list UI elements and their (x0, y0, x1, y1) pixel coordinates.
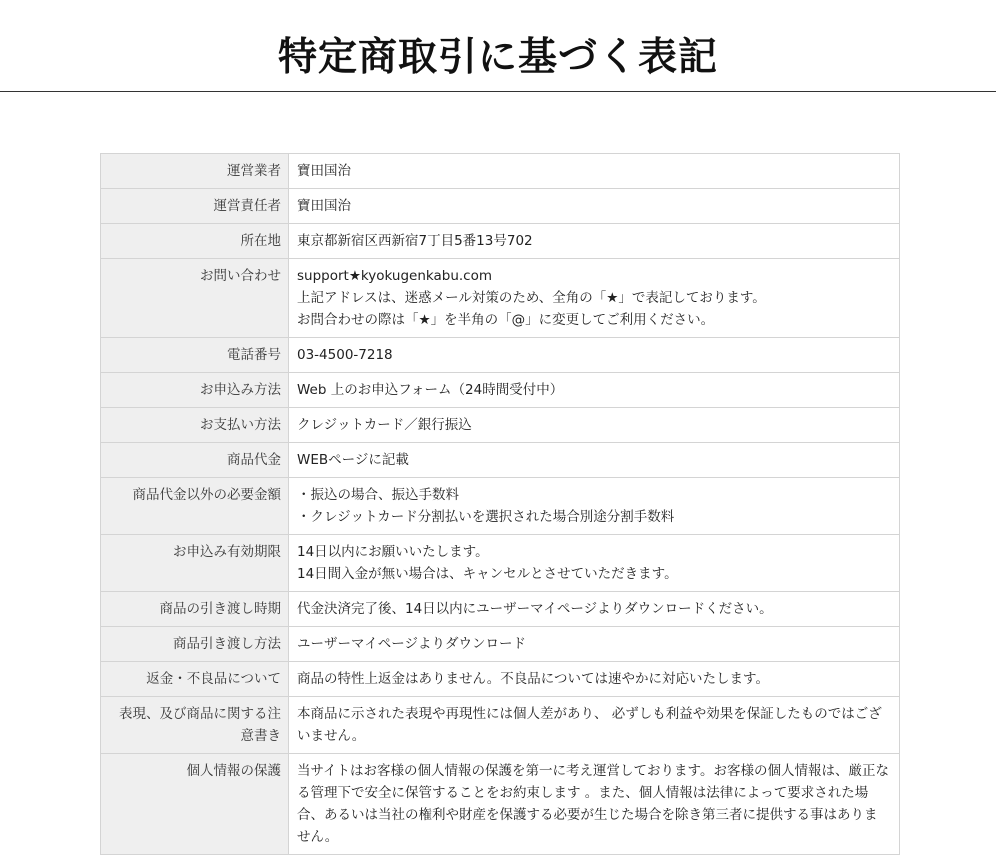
table-row (101, 408, 900, 443)
table-row (101, 478, 900, 535)
row-label: お支払い方法 (101, 408, 289, 443)
row-value-line: 当サイトはお客様の個人情報の保護を第一に考え運営しております。お客様の個人情報は、厳正なる管理下で安全に保管することをお約束します 。また、個人情報は法律によって要求された場合、あるいは当社の権利や財産を保護する必要が生じた場合を除き第三者に提供する事はありません。 (297, 763, 889, 845)
row-label: 返金・不良品について (101, 662, 289, 697)
row-label: 商品引き渡し方法 (101, 627, 289, 662)
table-row (101, 259, 900, 338)
row-label: 商品代金以外の必要金額 (101, 478, 289, 535)
table-row (101, 373, 900, 408)
table-row (101, 154, 900, 189)
row-label: 商品の引き渡し時期 (101, 592, 289, 627)
table-row (101, 443, 900, 478)
row-value-line: 14日間入金が無い場合は、キャンセルとさせていただきます。 (297, 566, 678, 582)
row-value (289, 443, 900, 478)
row-label: 表現、及び商品に関する注意書き (101, 697, 289, 754)
legal-info-table (100, 153, 900, 855)
row-value-line: お問合わせの際は「★」を半角の「@」に変更してご利用ください。 (297, 312, 715, 328)
row-value (289, 338, 900, 373)
row-value (289, 154, 900, 189)
row-value-line: 寶田国治 (297, 198, 351, 214)
row-value-line: 本商品に示された表現や再現性には個人差があり、 必ずしも利益や効果を保証したものではございません。 (297, 706, 882, 744)
table-row (101, 754, 900, 855)
row-value (289, 259, 900, 338)
legal-info-table-body (101, 154, 900, 855)
row-value (289, 373, 900, 408)
table-row (101, 338, 900, 373)
row-value-line: 03-4500-7218 (297, 347, 393, 363)
row-value (289, 592, 900, 627)
table-row (101, 189, 900, 224)
table-row (101, 535, 900, 592)
row-value-line: 商品の特性上返金はありません。不良品については速やかに対応いたします。 (297, 671, 769, 687)
table-row (101, 224, 900, 259)
table-row (101, 627, 900, 662)
table-row (101, 592, 900, 627)
row-value (289, 189, 900, 224)
row-value-line: 東京都新宿区西新宿7丁目5番13号702 (297, 233, 533, 249)
row-value (289, 627, 900, 662)
row-label: お問い合わせ (101, 259, 289, 338)
row-label: 運営業者 (101, 154, 289, 189)
row-value (289, 224, 900, 259)
row-value-line: ・振込の場合、振込手数料 (297, 487, 459, 503)
row-label: お申込み有効期限 (101, 535, 289, 592)
row-label: 電話番号 (101, 338, 289, 373)
row-value-line: WEBページに記載 (297, 452, 409, 468)
row-value-line: Web 上のお申込フォーム（24時間受付中） (297, 382, 564, 398)
row-value (289, 697, 900, 754)
row-label: 所在地 (101, 224, 289, 259)
row-value (289, 408, 900, 443)
row-value (289, 478, 900, 535)
row-value (289, 535, 900, 592)
row-label: お申込み方法 (101, 373, 289, 408)
table-row (101, 697, 900, 754)
table-row (101, 662, 900, 697)
row-value-line: 上記アドレスは、迷惑メール対策のため、全角の「★」で表記しております。 (297, 290, 766, 306)
row-value-line: 代金決済完了後、14日以内にユーザーマイページよりダウンロードください。 (297, 601, 773, 617)
row-value-line: ・クレジットカード分割払いを選択された場合別途分割手数料 (297, 509, 675, 525)
row-label: 商品代金 (101, 443, 289, 478)
row-value-line: ユーザーマイページよりダウンロード (297, 636, 526, 652)
row-value-line: 寶田国治 (297, 163, 351, 179)
row-value (289, 662, 900, 697)
row-value-line: クレジットカード／銀行振込 (297, 417, 472, 433)
row-value-line: 14日以内にお願いいたします。 (297, 544, 489, 560)
row-label: 個人情報の保護 (101, 754, 289, 855)
page-header (0, 0, 996, 92)
row-label: 運営責任者 (101, 189, 289, 224)
page-title: 特定商取引に基づく表記 (277, 35, 718, 80)
row-value (289, 754, 900, 855)
row-value-line: support★kyokugenkabu.com (297, 268, 493, 284)
